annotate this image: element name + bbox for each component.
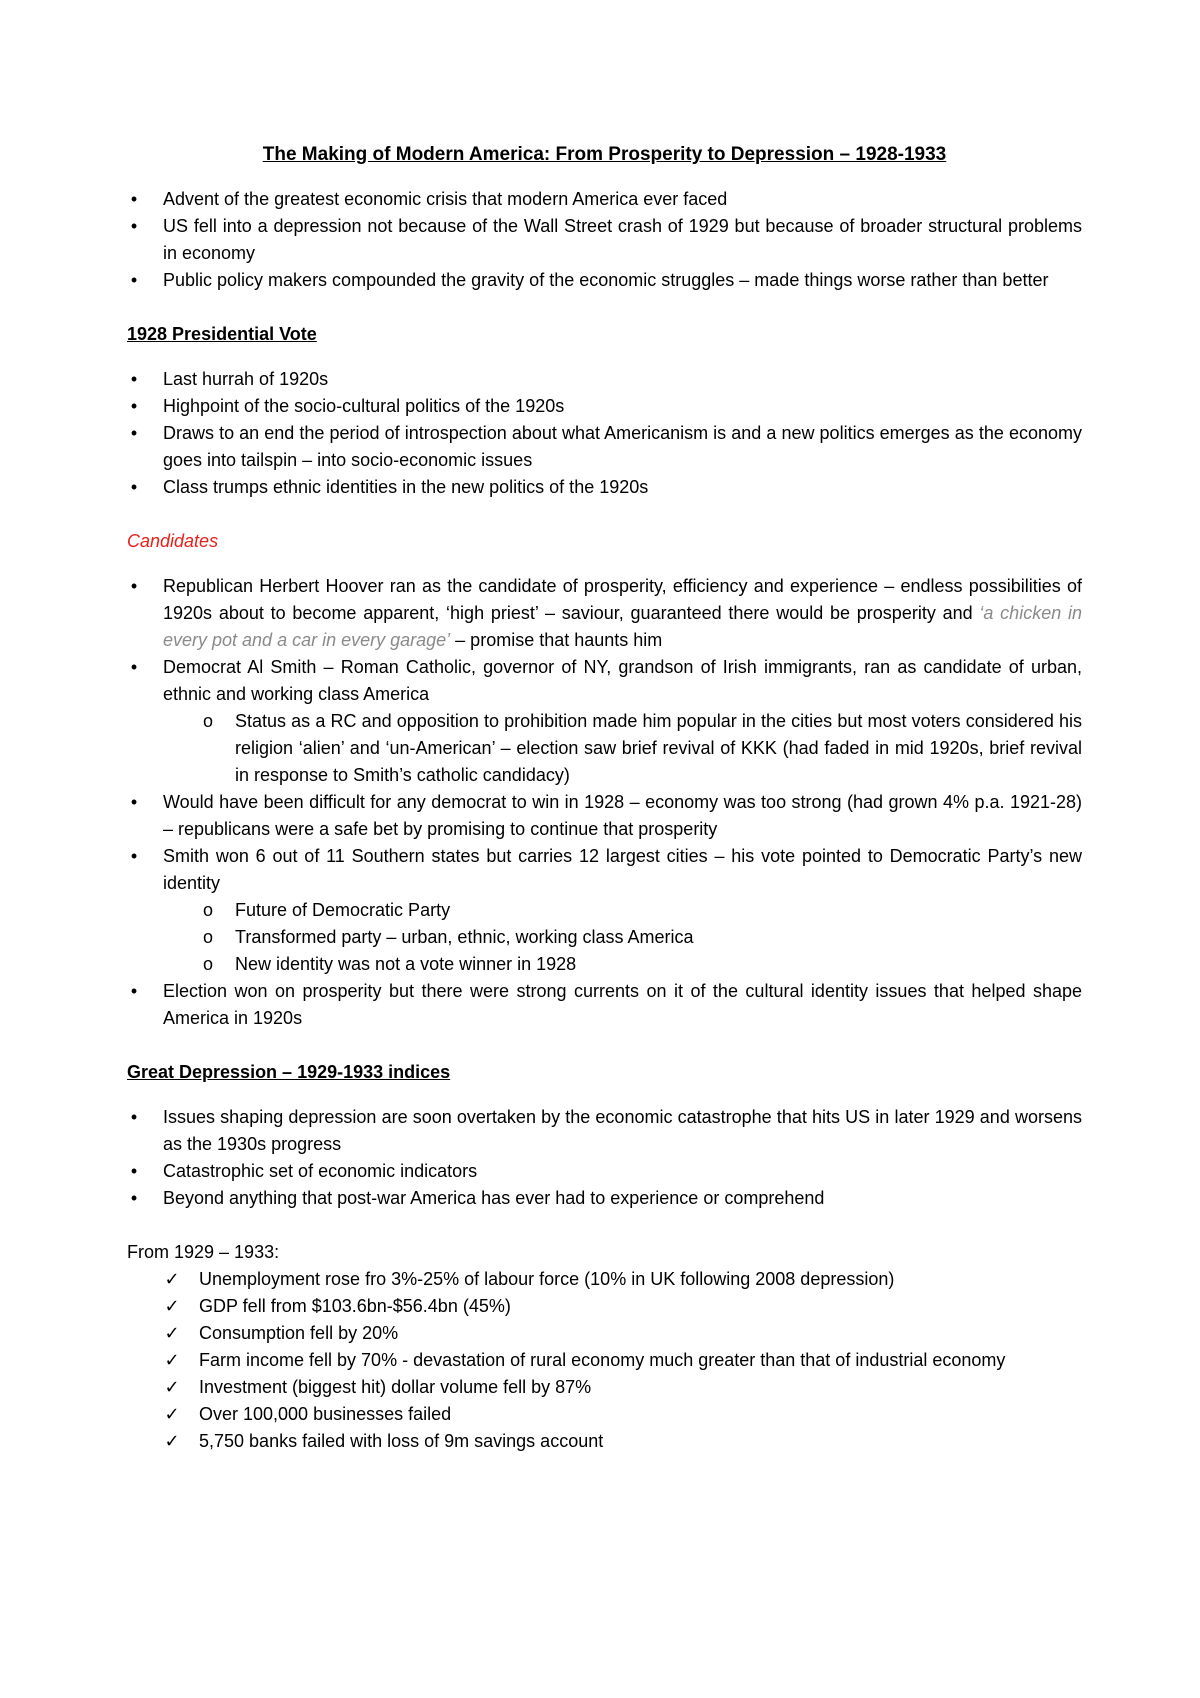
list-item: • Republican Herbert Hoover ran as the candidate of prosperity, efficiency and experience – endless possibilities of 1920s about to become apparent, ‘high priest’ – saviour, guaranteed there would be prosperity and ‘a chicken in every pot and a car in every garage’ – promise that haunts him: [127, 573, 1082, 654]
section-heading-great-depression: Great Depression – 1929-1933 indices: [127, 1062, 451, 1082]
subheading-candidates: Candidates: [127, 531, 219, 551]
check-icon: ✓: [164, 1431, 180, 1451]
list-item: • Draws to an end the period of introspection about what Americanism is and a new politics emerges as the economy goes into tailspin – into socio-economic issues: [127, 420, 1082, 474]
check-icon: ✓: [164, 1269, 180, 1289]
bullet-icon: •: [130, 1161, 138, 1181]
bullet-icon: •: [130, 981, 138, 1001]
list-item: • Last hurrah of 1920s: [127, 366, 1082, 393]
sub-bullet-icon: o: [202, 927, 213, 947]
page-title: The Making of Modern America: From Prosperity to Depression – 1928-1933: [262, 144, 947, 165]
indicator-checklist: [127, 1266, 1082, 1455]
checklist-item: ✓ Over 100,000 businesses failed: [127, 1401, 1082, 1428]
list-item: • Public policy makers compounded the gravity of the economic struggles – made things worse rather than better: [127, 267, 1082, 294]
bullet-icon: •: [130, 270, 138, 290]
sub-bullet-icon: o: [202, 711, 213, 731]
bullet-icon: •: [130, 792, 138, 812]
from-label: From 1929 – 1933:: [127, 1242, 280, 1262]
bullet-icon: •: [130, 846, 138, 866]
sub-list-item: o New identity was not a vote winner in 1928: [127, 951, 1082, 978]
hoover-quote: ‘a chicken in every pot and a car in every garage’: [163, 603, 1082, 650]
checklist-item: ✓ Farm income fell by 70% - devastation of rural economy much greater than that of industrial economy: [127, 1347, 1082, 1374]
bullet-icon: •: [130, 189, 138, 209]
list-item: • Highpoint of the socio-cultural politics of the 1920s: [127, 393, 1082, 420]
list-item: • Election won on prosperity but there were strong currents on it of the cultural identity issues that helped shape America in 1920s: [127, 978, 1082, 1032]
bullet-icon: •: [130, 216, 138, 236]
bullet-icon: •: [130, 1188, 138, 1208]
bullet-icon: •: [130, 477, 138, 497]
bullet-icon: •: [130, 396, 138, 416]
list-item: • Catastrophic set of economic indicators: [127, 1158, 1082, 1185]
list-item: • Democrat Al Smith – Roman Catholic, governor of NY, grandson of Irish immigrants, ran as candidate of urban, ethnic and working class America: [127, 654, 1082, 708]
check-icon: ✓: [164, 1296, 180, 1316]
checklist-item: ✓ Investment (biggest hit) dollar volume fell by 87%: [127, 1374, 1082, 1401]
check-icon: ✓: [164, 1404, 180, 1424]
list-item: • Class trumps ethnic identities in the new politics of the 1920s: [127, 474, 1082, 501]
list-item: • Issues shaping depression are soon overtaken by the economic catastrophe that hits US in later 1929 and worsens as the 1930s progress: [127, 1104, 1082, 1158]
depression-list: [127, 1104, 1082, 1212]
sub-bullet-icon: o: [202, 954, 213, 974]
checklist-item: ✓ Unemployment rose fro 3%-25% of labour force (10% in UK following 2008 depression): [127, 1266, 1082, 1293]
bullet-icon: •: [130, 369, 138, 389]
sub-list-item: o Transformed party – urban, ethnic, working class America: [127, 924, 1082, 951]
bullet-icon: •: [130, 423, 138, 443]
bullet-icon: •: [130, 576, 138, 596]
bullet-icon: •: [130, 657, 138, 677]
checklist-item: ✓ GDP fell from $103.6bn-$56.4bn (45%): [127, 1293, 1082, 1320]
list-item: • Advent of the greatest economic crisis that modern America ever faced: [127, 186, 1082, 213]
candidates-list: [127, 573, 1082, 1032]
bullet-icon: •: [130, 1107, 138, 1127]
intro-bullet-list: [127, 186, 1082, 294]
list-item: • Beyond anything that post-war America has ever had to experience or comprehend: [127, 1185, 1082, 1212]
checklist-item: ✓ Consumption fell by 20%: [127, 1320, 1082, 1347]
checklist-item: ✓ 5,750 banks failed with loss of 9m savings account: [127, 1428, 1082, 1455]
list-item: • US fell into a depression not because of the Wall Street crash of 1929 but because of broader structural problems in economy: [127, 213, 1082, 267]
list-item: • Would have been difficult for any democrat to win in 1928 – economy was too strong (had grown 4% p.a. 1921-28) – republicans were a safe bet by promising to continue that prosperity: [127, 789, 1082, 843]
sub-list-item: o Future of Democratic Party: [127, 897, 1082, 924]
sub-bullet-icon: o: [202, 900, 213, 920]
presidential-vote-list: [127, 366, 1082, 501]
sub-list-item: o Status as a RC and opposition to prohibition made him popular in the cities but most voters considered his religion ‘alien’ and ‘un-American’ – election saw brief revival of KKK (had faded in mid 1920s, brief revival in response to Smith’s catholic candidacy): [127, 708, 1082, 789]
check-icon: ✓: [164, 1350, 180, 1370]
check-icon: ✓: [164, 1323, 180, 1343]
list-item: • Smith won 6 out of 11 Southern states but carries 12 largest cities – his vote pointed to Democratic Party’s new identity: [127, 843, 1082, 897]
section-heading-presidential-vote: 1928 Presidential Vote: [127, 324, 317, 344]
check-icon: ✓: [164, 1377, 180, 1397]
